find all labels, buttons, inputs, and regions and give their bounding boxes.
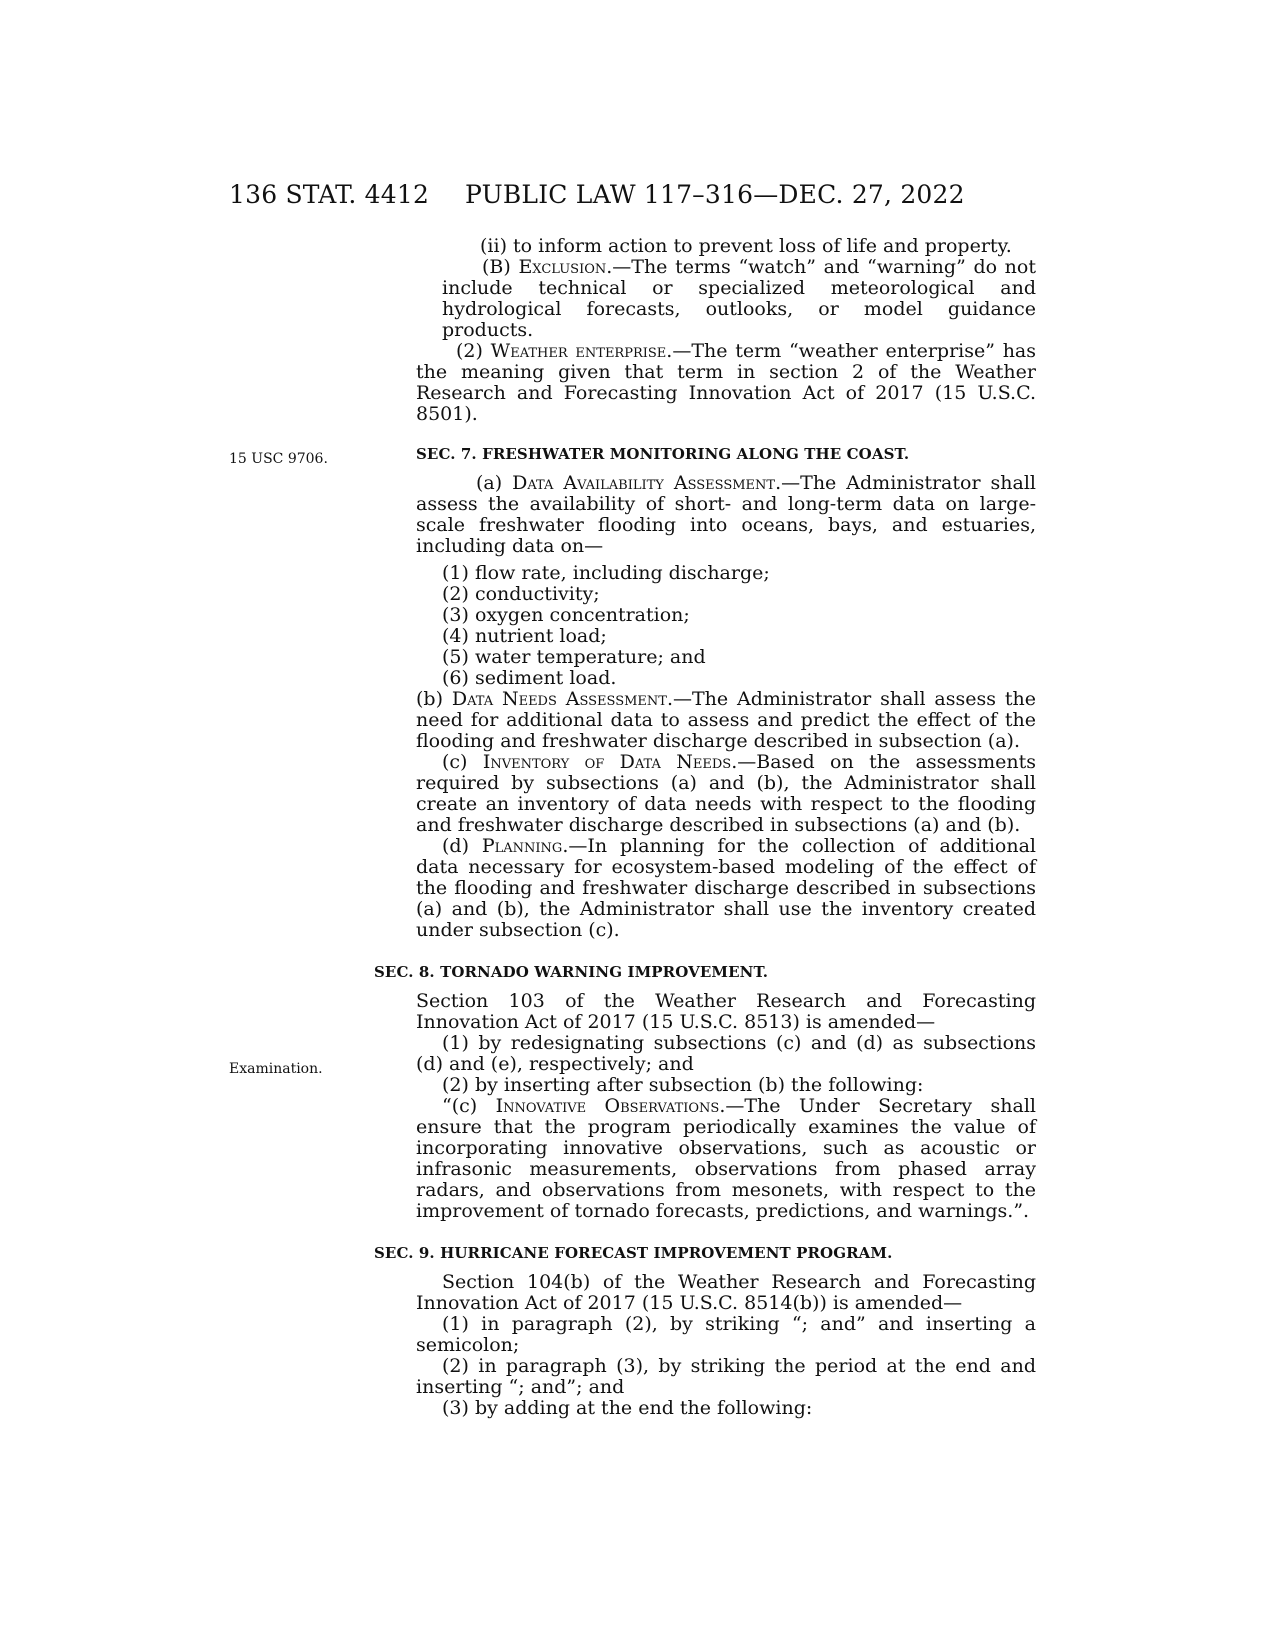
subsection-heading: Planning: [481, 835, 563, 857]
paragraph-2-weather-enterprise: (2) Weather enterprise.—The term “weather enterprise” has the meaning given that term in section 2 of the Weather Research and Forecasting Innovation Act of 2017 (15 U.S.C. 8501).: [416, 340, 1037, 425]
list-item: (5) water temperature; and: [442, 646, 706, 668]
list-item: (2) conductivity;: [442, 583, 600, 605]
paragraph-ii: (ii) to inform action to prevent loss of life and property.: [480, 235, 1012, 257]
subsection-7a: (a) Data Availability Assessment.—The Administrator shall assess the availability of short- and long-term data on large-scale freshwater flooding into oceans, bays, and estuaries, including data on—: [416, 472, 1037, 557]
paragraph-b-exclusion: (B) Exclusion.—The terms “watch” and “warning” do not include technical or specialized meteorological and hydrological forecasts, outlooks, or model guidance products.: [442, 256, 1036, 341]
section-9-item-1: (1) in paragraph (2), by striking “; and” and inserting a semicolon;: [416, 1313, 1036, 1356]
section-9-heading: SEC. 9. HURRICANE FORECAST IMPROVEMENT PROGRAM.: [374, 1244, 893, 1262]
paragraph-heading: Exclusion: [518, 256, 607, 278]
section-8-heading: SEC. 8. TORNADO WARNING IMPROVEMENT.: [374, 963, 769, 981]
page-header-title: PUBLIC LAW 117–316—DEC. 27, 2022: [465, 180, 965, 209]
list-item: (1) flow rate, including discharge;: [442, 562, 770, 584]
subsection-heading: Inventory of Data Needs: [482, 751, 732, 773]
section-8-intro: Section 103 of the Weather Research and Forecasting Innovation Act of 2017 (15 U.S.C. 8513) is amended—: [416, 990, 1036, 1033]
subsection-heading: Data Availability Assessment: [512, 472, 776, 494]
section-9-item-2: (2) in paragraph (3), by striking the period at the end and inserting “; and”; and: [416, 1355, 1036, 1398]
list-item: (4) nutrient load;: [442, 625, 607, 647]
margin-note-examination: Examination.: [229, 1061, 323, 1077]
document-body: [374, 235, 1037, 1419]
data-item-list: [416, 563, 1036, 689]
subsection-heading: Data Needs Assessment: [451, 688, 667, 710]
list-item: (6) sediment load.: [442, 667, 617, 689]
subsection-heading: Innovative Observations: [495, 1095, 720, 1117]
subsection-7d: (d) Planning.—In planning for the collection of additional data necessary for ecosystem-based modeling of the effect of the flooding and freshwater discharge described in subsections (a) and (b), the Administrator shall use the inventory created under subsection (c).: [416, 835, 1036, 941]
subsection-7c: (c) Inventory of Data Needs.—Based on the assessments required by subsections (a) and (b), the Administrator shall create an inventory of data needs with respect to the flooding and freshwater discharge described in subsections (a) and (b).: [416, 751, 1037, 836]
paragraph-heading: Weather enterprise: [490, 340, 667, 362]
section-9-intro: Section 104(b) of the Weather Research and Forecasting Innovation Act of 2017 (15 U.S.C. 8514(b)) is amended—: [416, 1271, 1036, 1314]
section-8-item-1: (1) by redesignating subsections (c) and (d) as subsections (d) and (e), respectively; and: [416, 1032, 1036, 1075]
section-8-subsection-c: “(c) Innovative Observations.—The Under Secretary shall ensure that the program periodically examines the value of incorporating innovative observations, such as acoustic or infrasonic measurements, observations from phased array radars, and observations from mesonets, with respect to the improvement of tornado forecasts, predictions, and warnings.”.: [416, 1095, 1036, 1222]
subsection-7b: (b) Data Needs Assessment.—The Administrator shall assess the need for additional data to assess and predict the effect of the flooding and freshwater discharge described in subsection (a).: [416, 688, 1036, 752]
page-stat-citation: 136 STAT. 4412: [229, 180, 430, 209]
section-8-item-2: (2) by inserting after subsection (b) the following:: [442, 1074, 924, 1096]
section-7-heading: SEC. 7. FRESHWATER MONITORING ALONG THE COAST.: [416, 445, 910, 463]
section-9-item-3: (3) by adding at the end the following:: [442, 1397, 813, 1419]
list-item: (3) oxygen concentration;: [442, 604, 690, 626]
margin-note-usc: 15 USC 9706.: [229, 451, 328, 467]
